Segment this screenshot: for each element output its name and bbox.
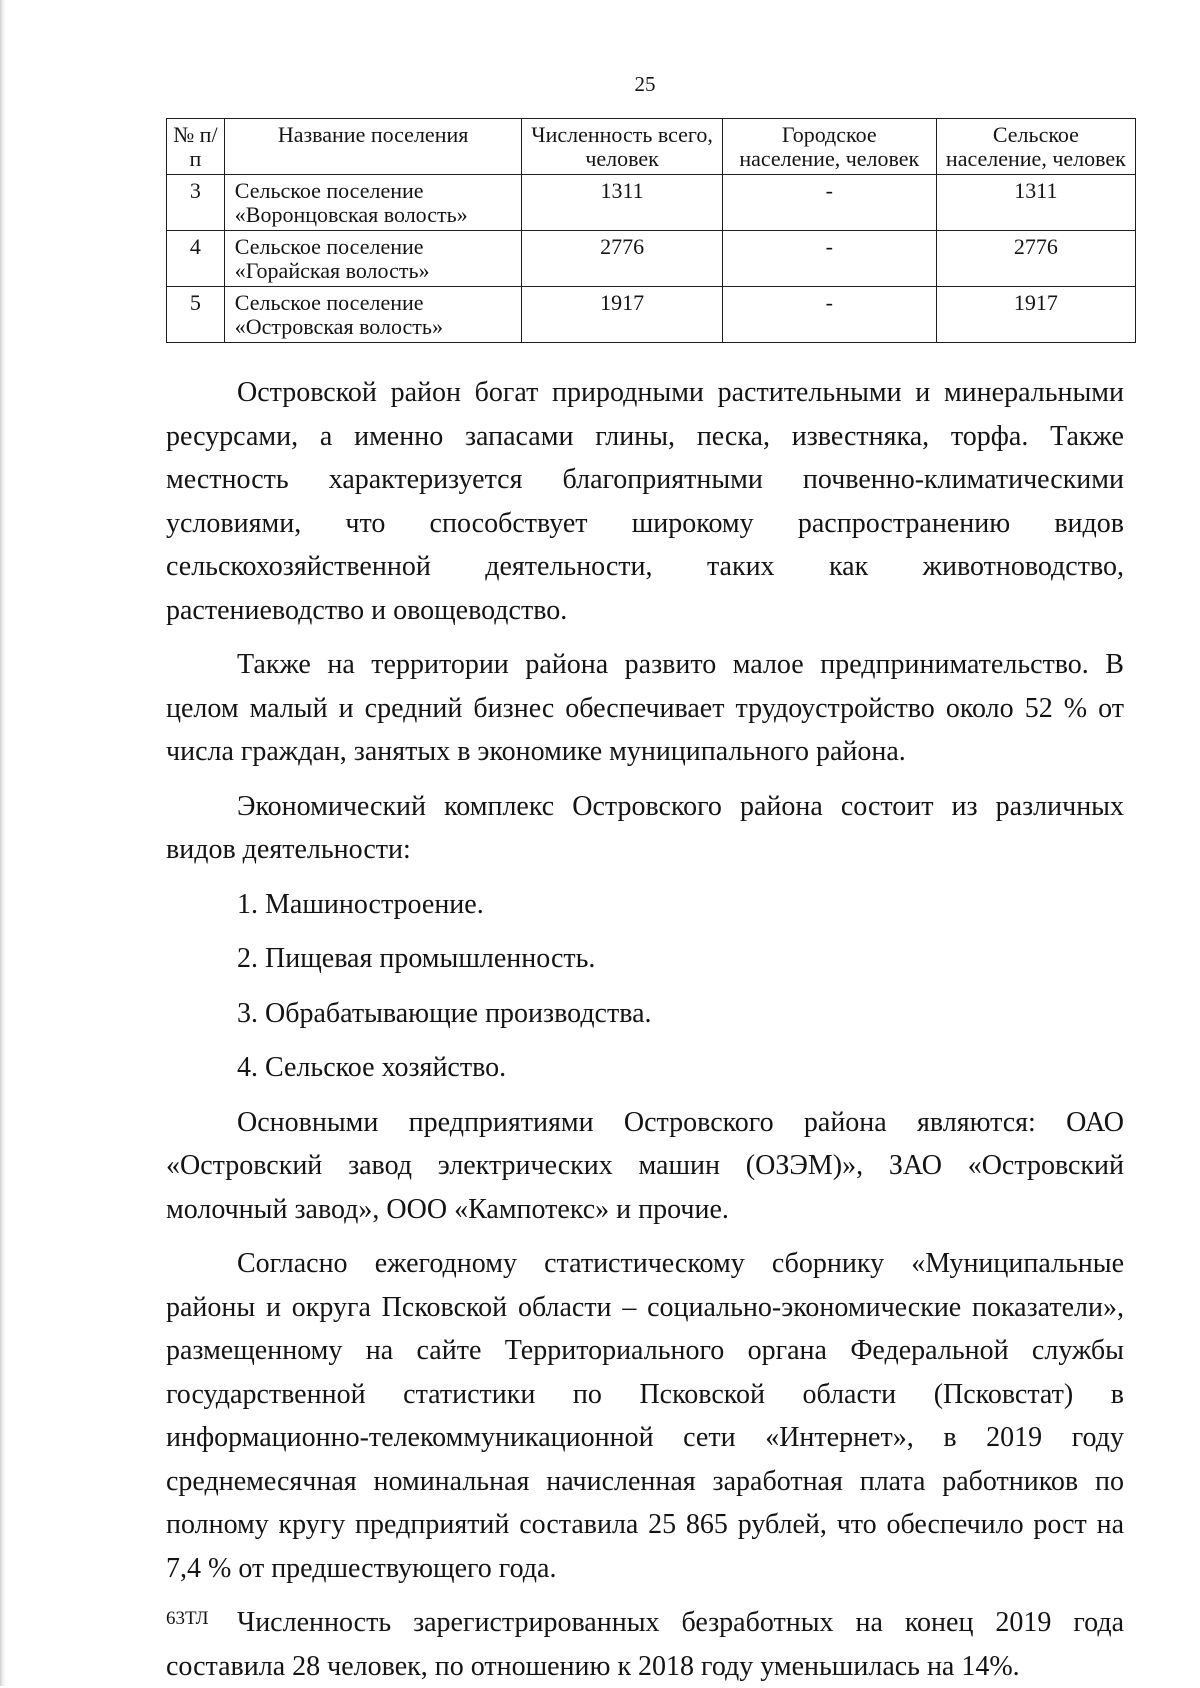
header-settlement-name: Название поселения — [224, 119, 522, 175]
header-rural-population: Сельское население, человек — [936, 119, 1135, 175]
cell-urban-population: - — [722, 287, 936, 343]
settlement-population-table — [166, 118, 1136, 343]
table-row — [167, 231, 1136, 287]
cell-settlement-name: Сельское поселение «Островская волость» — [224, 287, 522, 343]
paragraph-unemployment: Численность зарегистрированных безработных на конец 2019 года составила 28 человек, по отношению к 2018 году уменьшилась на 14%. — [166, 1607, 1124, 1682]
cell-number: 5 — [167, 287, 225, 343]
cell-urban-population: - — [722, 175, 936, 231]
document-body — [166, 371, 1124, 1688]
list-item: 2. Пищевая промышленность. — [237, 943, 596, 974]
cell-population-total: 2776 — [522, 231, 722, 287]
scan-edge — [0, 0, 6, 1686]
cell-number: 3 — [167, 175, 225, 231]
table-row — [167, 175, 1136, 231]
cell-urban-population: - — [722, 231, 936, 287]
cell-settlement-name: Сельское поселение «Воронцовская волость» — [224, 175, 522, 231]
paragraph-small-business: Также на территории района развито малое предпринимательство. В целом малый и средний бизнес обеспечивает трудоустройство около 52 % от числа граждан, занятых в экономике муниципального района. — [166, 649, 1124, 767]
table-row — [167, 287, 1136, 343]
cell-number: 4 — [167, 231, 225, 287]
header-urban-population: Городское население, человек — [722, 119, 936, 175]
paragraph-main-enterprises: Основными предприятиями Островского района являются: ОАО «Островский завод электрических машин (ОЗЭМ)», ЗАО «Островский молочный завод», ООО «Кампотекс» и прочие. — [166, 1106, 1124, 1225]
table-header-row — [167, 119, 1136, 175]
paragraph-economic-complex: Экономический комплекс Островского района состоит из различных видов деятельности: — [166, 790, 1124, 865]
header-number: № п/п — [167, 119, 225, 175]
cell-population-total: 1917 — [522, 287, 722, 343]
cell-settlement-name: Сельское поселение «Горайская волость» — [224, 231, 522, 287]
list-item: 1. Машиностроение. — [237, 888, 484, 920]
cell-rural-population: 1917 — [936, 287, 1135, 343]
paragraph-natural-resources: Островской район богат природными растительными и минеральными ресурсами, а именно запасами глины, песка, известняка, торфа. Также местность характеризуется благоприятными почвенно-климатическими условиями, что способствует широкому распространению видов сельскохозяйственной деятельности, таких как животноводство, растениеводство и овощеводство. — [166, 377, 1124, 626]
page-number: 25 — [634, 72, 656, 96]
cell-rural-population: 1311 — [936, 175, 1135, 231]
paragraph-salary-statistics: Согласно ежегодному статистическому сборнику «Муниципальные районы и округа Псковской области – социально-экономические показатели», размещенному на сайте Территориального органа Федеральной службы государственной статистики по Псковской области (Псковстат) в информационно-телекоммуникационной сети «Интернет», в 2019 году среднемесячная номинальная начисленная заработная плата работников по полному кругу предприятий составила 25 865 рублей, что обеспечило рост на 7,4 % от предшествующего года. — [166, 1248, 1124, 1584]
list-item: 3. Обрабатывающие производства. — [237, 997, 652, 1029]
cell-rural-population: 2776 — [936, 231, 1135, 287]
header-population-total: Численность всего, человек — [522, 119, 722, 175]
cell-population-total: 1311 — [522, 175, 722, 231]
list-item: 4. Сельское хозяйство. — [237, 1052, 507, 1083]
footer-document-code: 63ТЛ — [166, 1608, 209, 1629]
